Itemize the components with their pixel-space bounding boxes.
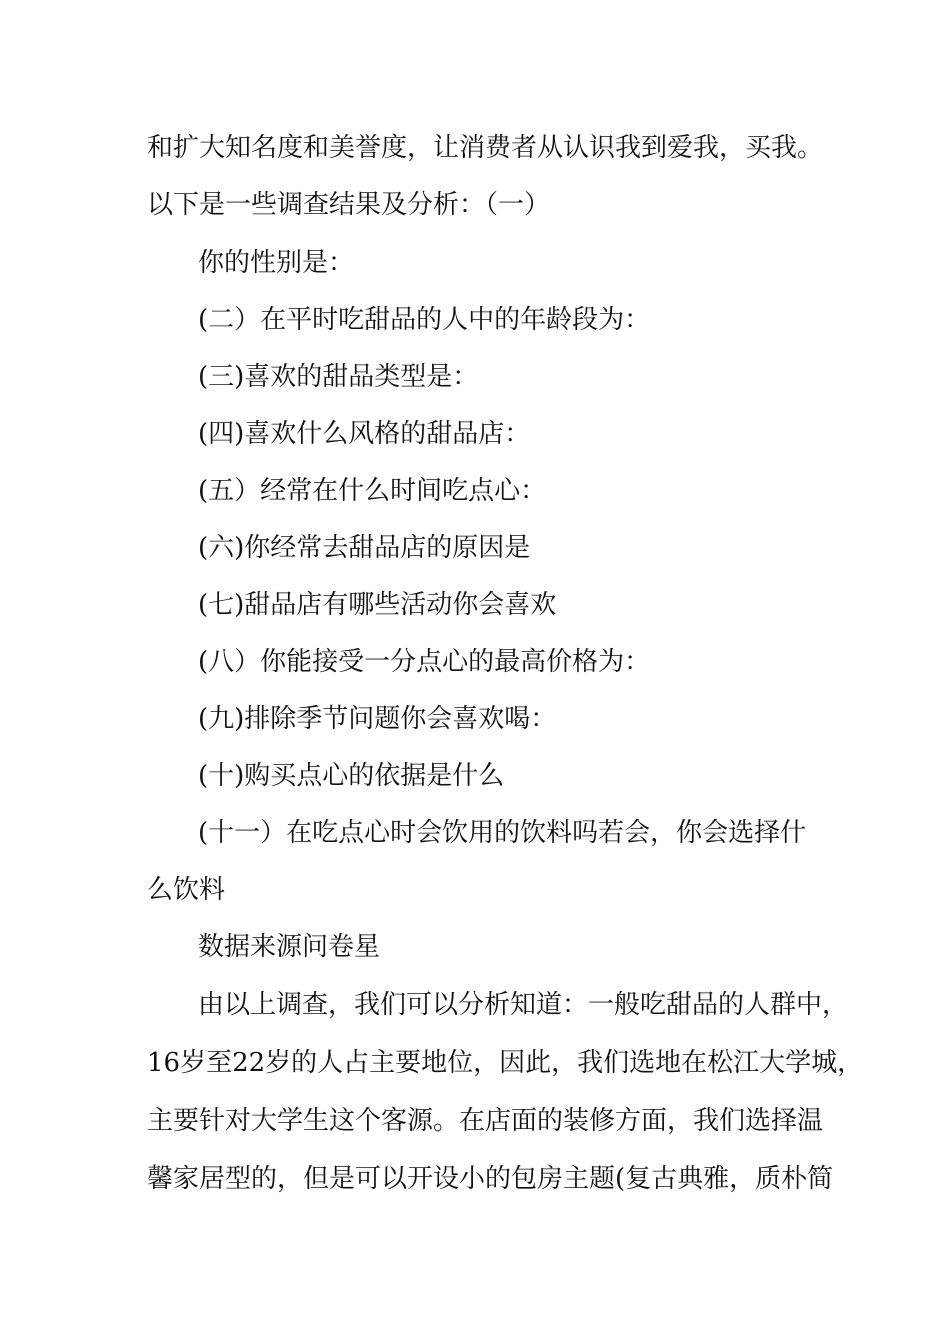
analysis-paragraph-line: 由以上调查，我们可以分析知道：一般吃甜品的人群中，	[198, 990, 849, 1020]
survey-item-11-continued: 么饮料	[147, 875, 226, 905]
survey-item-3: (三)喜欢的甜品类型是：	[198, 362, 479, 392]
survey-item-4: (四)喜欢什么风格的甜品店：	[198, 419, 531, 449]
survey-item-10: (十)购买点心的依据是什么	[198, 761, 505, 791]
survey-item-1: 你的性别是：	[198, 248, 355, 278]
analysis-paragraph-line: 主要针对大学生这个客源。在店面的装修方面，我们选择温	[147, 1106, 824, 1136]
paragraph-line: 以下是一些调查结果及分析：（一）	[147, 190, 551, 220]
survey-item-5: (五）经常在什么时间吃点心：	[198, 476, 547, 506]
paragraph-line: 和扩大知名度和美誉度，让消费者从认识我到爱我，买我。	[147, 133, 824, 163]
survey-item-8: (八）你能接受一分点心的最高价格为：	[198, 647, 651, 677]
survey-item-7: (七)甜品店有哪些活动你会喜欢	[198, 590, 557, 620]
data-source-line: 数据来源问卷星	[198, 932, 381, 962]
survey-item-11: (十一）在吃点心时会饮用的饮料吗若会，你会选择什	[198, 818, 807, 848]
survey-item-9: (九)排除季节问题你会喜欢喝：	[198, 704, 557, 734]
analysis-paragraph-line: 馨家居型的，但是可以开设小的包房主题(复古典雅，质朴简	[147, 1164, 834, 1194]
survey-item-6: (六)你经常去甜品店的原因是	[198, 533, 531, 563]
survey-item-2: (二）在平时吃甜品的人中的年龄段为：	[198, 305, 651, 335]
analysis-paragraph-line: 16岁至22岁的人占主要地位，因此，我们选地在松江大学城，	[147, 1048, 864, 1078]
